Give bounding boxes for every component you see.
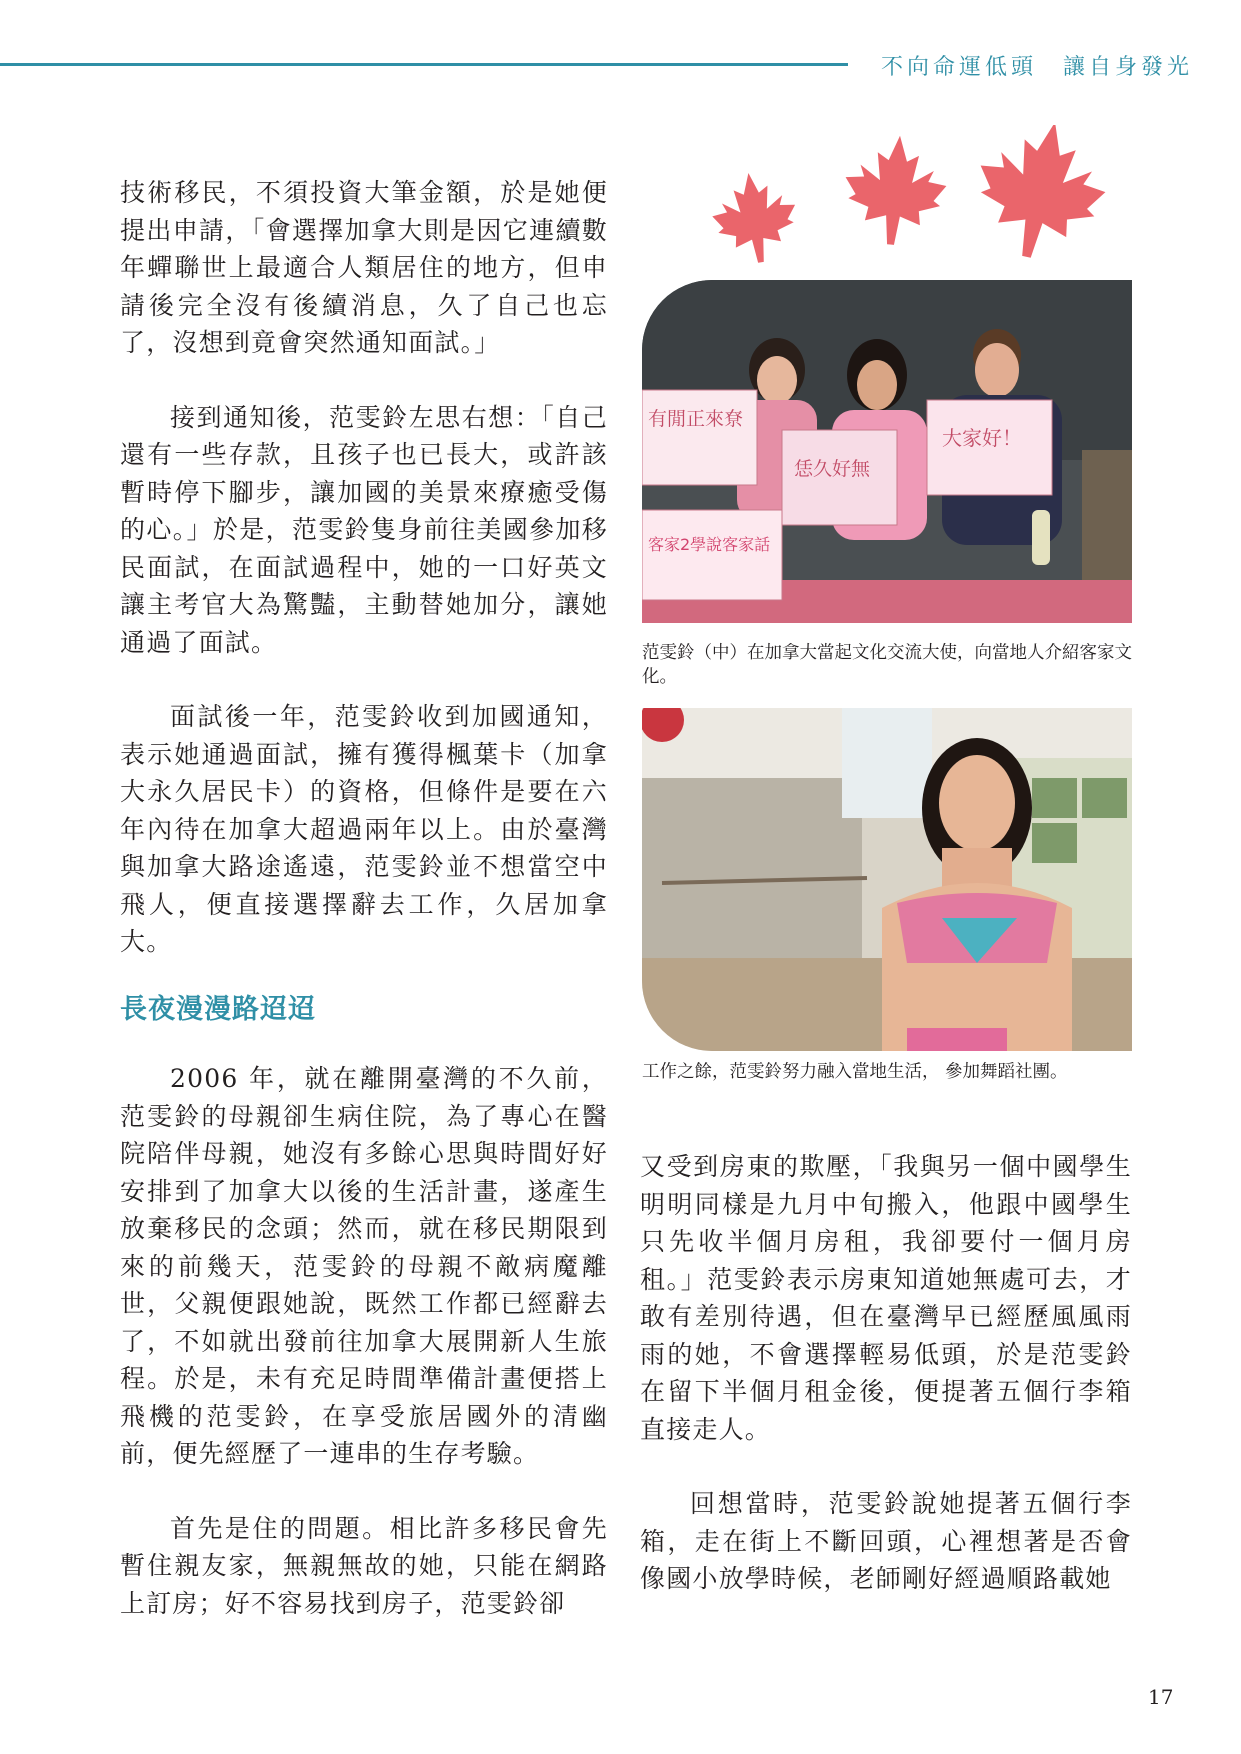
- paragraph: 回想當時，范雯鈴說她提著五個行李箱，走在街上不斷回頭，心裡想著是否會像國小放學時候，老師剛好經過順路載她: [640, 1489, 1132, 1593]
- photo-caption: 范雯鈴（中）在加拿大當起文化交流大使，向當地人介紹客家文化。: [642, 643, 1132, 687]
- sign-text: 恁久好無: [794, 458, 871, 480]
- maple-leaves-decoration: [700, 125, 1120, 290]
- sign-text: 客家2學說客家話: [648, 535, 771, 554]
- paragraph: 首先是住的問題。相比許多移民會先暫住親友家，無親無故的她，只能在網路上訂房；好不容易找到房子，范雯鈴卻: [120, 1513, 608, 1618]
- running-header: 不向命運低頭 讓自身發光: [880, 55, 1193, 80]
- paragraph: 面試後一年，范雯鈴收到加國通知，表示她通過面試，擁有獲得楓葉卡（加拿大永久居民卡）的資格，但條件是要在六年內待在加拿大超過兩年以上。由於臺灣與加拿大路途遙遠，范雯鈴並不想當空中飛人，便直接選擇辭去工作，久居加拿大。: [120, 702, 608, 956]
- paragraph: 又受到房東的欺壓，「我與另一個中國學生明明同樣是九月中旬搬入，他跟中國學生只先收半個月房租，我卻要付一個月房租。」范雯鈴表示房東知道她無處可去，才敢有差別待遇，但在臺灣早已經歷風風雨雨的她，不會選擇輕易低頭，於是范雯鈴在留下半個月租金後，便提著五個行李箱直接走人。: [640, 1152, 1132, 1444]
- page-number: 17: [1148, 1685, 1174, 1709]
- left-column: [120, 174, 608, 1622]
- sign-text: 有閒正來尞: [648, 408, 744, 430]
- header-rule: [0, 63, 848, 66]
- sign-text: 大家好！: [942, 426, 1022, 450]
- section-heading: 長夜漫漫路迢迢: [120, 993, 316, 1025]
- paragraph: 技術移民，不須投資大筆金額，於是她便提出申請，「會選擇加拿大則是因它連續數年蟬聯世上最適合人類居住的地方，但申請後完全沒有後續消息，久了自己也忘了，沒想到竟會突然通知面試。」: [120, 178, 608, 357]
- photo-culture-exchange: [642, 280, 1132, 623]
- right-column: [640, 1148, 1132, 1598]
- paragraph: 接到通知後，范雯鈴左思右想：「自己還有一些存款，且孩子也已長大，或許該暫時停下腳步，讓加國的美景來療癒受傷的心。」於是，范雯鈴隻身前往美國參加移民面試，在面試過程中，她的一口好英文讓主考官大為驚豔，主動替她加分，讓她通過了面試。: [120, 402, 608, 657]
- photo-caption: 工作之餘，范雯鈴努力融入當地生活， 參加舞蹈社團。: [642, 1062, 1068, 1082]
- photo-dance-club: [642, 708, 1132, 1051]
- paragraph: 2006 年，就在離開臺灣的不久前，范雯鈴的母親卻生病住院，為了專心在醫院陪伴母親，她沒有多餘心思與時間好好安排到了加拿大以後的生活計畫，遂產生放棄移民的念頭；然而，就在移民期限到來的前幾天，范雯鈴的母親不敵病魔離世，父親便跟她說，既然工作都已經辭去了，不如就出發前往加拿大展開新人生旅程。於是，未有充足時間準備計畫便搭上飛機的范雯鈴，在享受旅居國外的清幽前，便先經歷了一連串的生存考驗。: [120, 1064, 608, 1468]
